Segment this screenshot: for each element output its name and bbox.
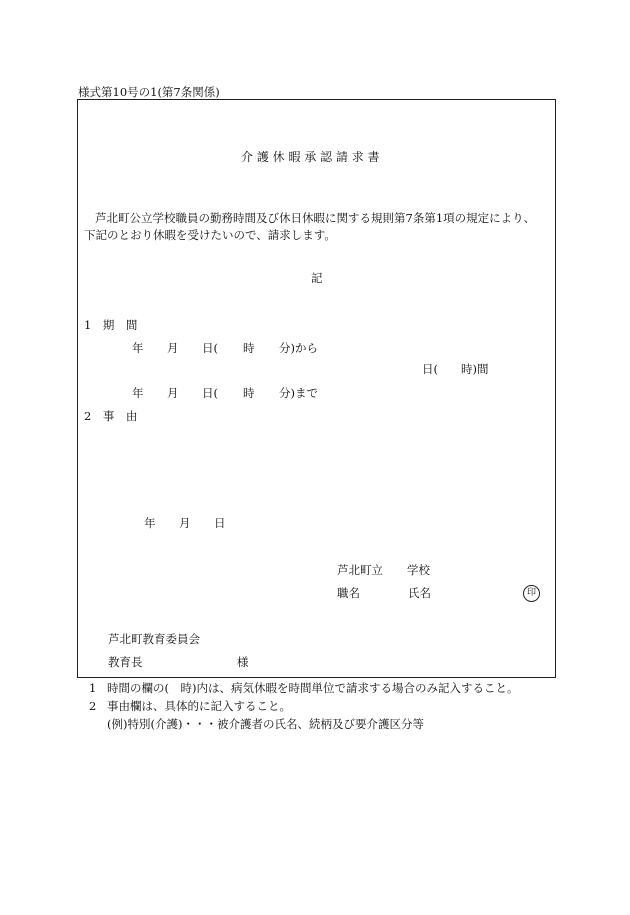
note-2-text: 事由欄は、具体的に記入すること。: [107, 699, 291, 713]
date-year: 年: [144, 516, 156, 530]
intro-line-2: 下記のとおり休暇を受けたいので、請求します。: [84, 228, 336, 242]
to-day: 日(: [202, 386, 218, 400]
note-1-text: 時間の欄の( 時)内は、病気休暇を時間単位で請求する場合のみ記入すること。: [107, 681, 519, 695]
intro-line-1: 芦北町公立学校職員の勤務時間及び休日休暇に関する規則第7条第1項の規定により、: [95, 211, 536, 225]
to-minute: 分)まで: [279, 386, 318, 400]
addressee-honorific: 様: [237, 655, 249, 669]
to-hour: 時: [243, 386, 255, 400]
to-year: 年: [132, 386, 144, 400]
note-1-number: 1: [89, 681, 97, 695]
example-text: (例)特別(介護)・・・被介護者の氏名、続柄及び要介護区分等: [107, 717, 424, 731]
total-duration: 日( 時)間: [422, 362, 489, 376]
from-year: 年: [132, 341, 144, 355]
name-label: 氏名: [408, 586, 431, 600]
form-number-label: 様式第10号の1(第7条関係): [78, 85, 220, 99]
position-label: 職名: [337, 586, 360, 600]
addressee-org: 芦北町教育委員会: [108, 632, 200, 646]
seal-mark: 印: [523, 585, 540, 602]
to-month: 月: [167, 386, 179, 400]
from-hour: 時: [243, 341, 255, 355]
period-label: 1 期 間: [84, 318, 138, 332]
reason-label: 2 事 由: [84, 409, 138, 423]
from-minute: 分)から: [279, 341, 318, 355]
from-day: 日(: [202, 341, 218, 355]
school-suffix: 学校: [407, 563, 430, 577]
ki-heading: 記: [311, 271, 323, 285]
school-prefix: 芦北町立: [337, 563, 383, 577]
form-title: 介 護 休 暇 承 認 請 求 書: [241, 150, 380, 164]
from-month: 月: [167, 341, 179, 355]
note-2-number: 2: [89, 699, 97, 713]
date-month: 月: [179, 516, 191, 530]
addressee-title: 教育長: [108, 655, 143, 669]
date-day: 日: [214, 516, 226, 530]
